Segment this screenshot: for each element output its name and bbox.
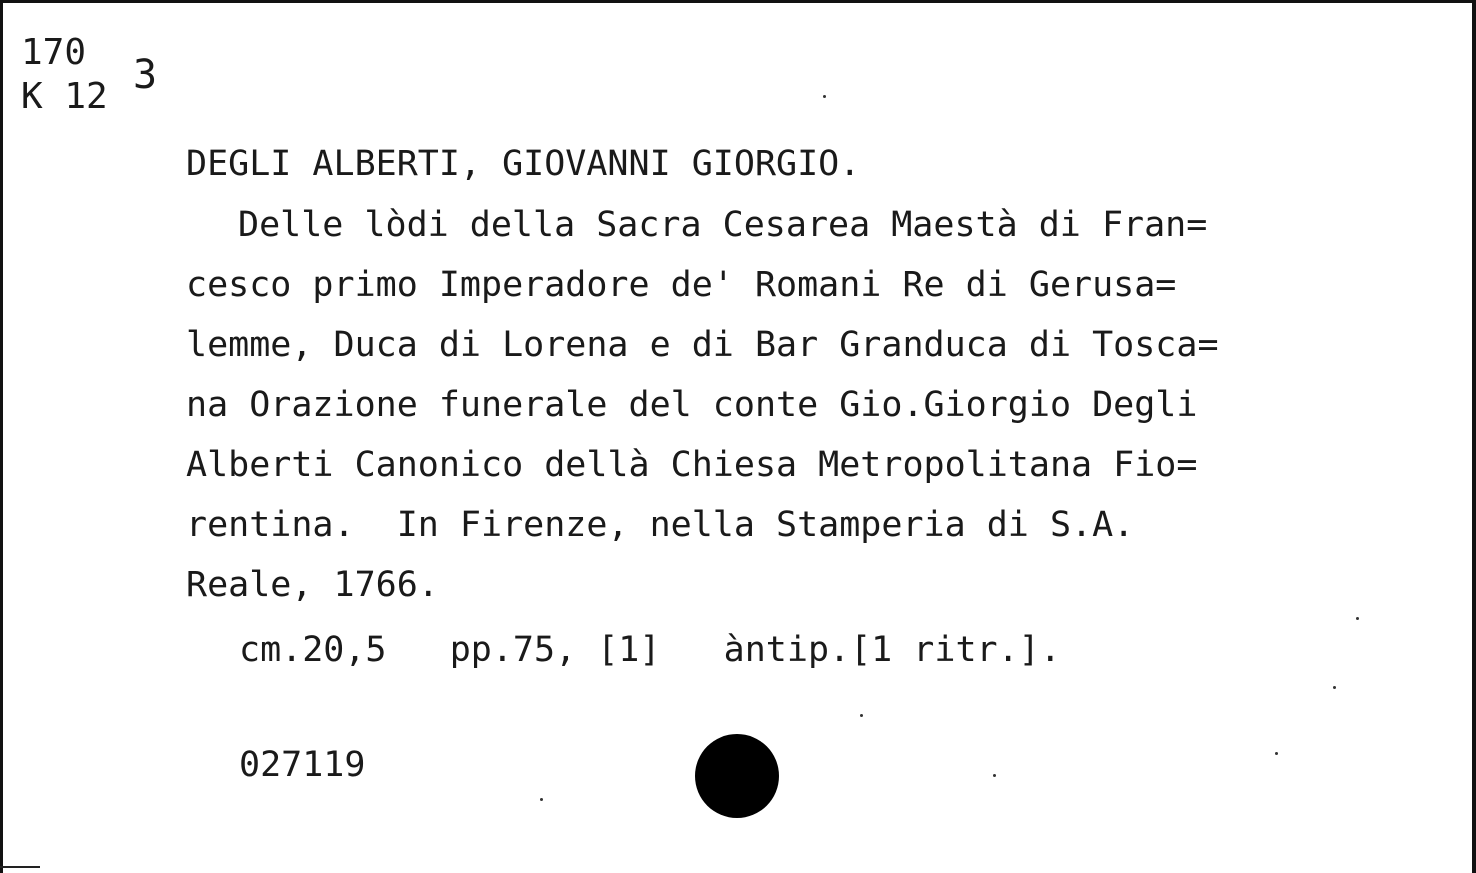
title-description: [186, 195, 1448, 615]
description-line: lemme, Duca di Lorena e di Bar Granduca di Tosca=: [186, 325, 1219, 365]
paper-speck: [1275, 752, 1278, 755]
description-line: Delle lòdi della Sacra Cesarea Maestà di Fran=: [238, 205, 1208, 245]
paper-speck: [1356, 617, 1359, 620]
punch-hole: [695, 734, 779, 818]
description-line: Reale, 1766.: [186, 565, 439, 605]
card-edge-mark: [0, 866, 40, 868]
paper-speck: [993, 774, 996, 777]
description-line: na Orazione funerale del conte Gio.Giorgio Degli: [186, 385, 1198, 425]
paper-speck: [823, 95, 826, 98]
shelfmark-superscript: 3: [133, 52, 158, 98]
description-line: Alberti Canonico dellà Chiesa Metropolitana Fio=: [186, 445, 1198, 485]
author-heading: DEGLI ALBERTI, GIOVANNI GIORGIO.: [186, 144, 861, 184]
shelfmark-line-2: K 12: [21, 76, 108, 117]
shelfmark: [21, 31, 108, 119]
description-line: cesco primo Imperadore de' Romani Re di Gerusa=: [186, 265, 1177, 305]
description-line: rentina. In Firenze, nella Stamperia di S.A.: [186, 505, 1135, 545]
paper-speck: [1333, 686, 1336, 689]
accession-number: 027119: [239, 745, 366, 785]
shelfmark-line-1: 170: [21, 32, 87, 73]
collation-line: cm.20,5 pp.75, [1] àntip.[1 ritr.].: [239, 630, 1061, 670]
paper-speck: [860, 714, 863, 717]
paper-speck: [540, 798, 543, 801]
